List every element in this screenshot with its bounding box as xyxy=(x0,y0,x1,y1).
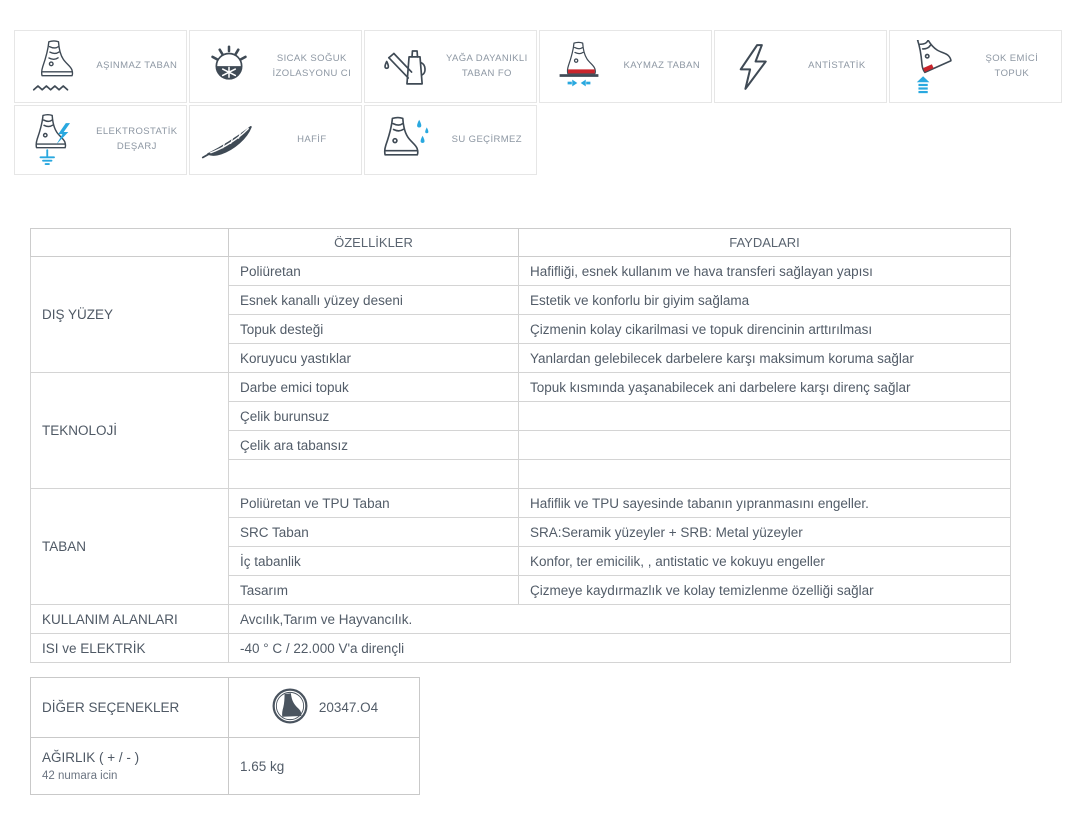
feature-oil-resistant-sole xyxy=(364,30,537,103)
waterproof-boot-icon xyxy=(365,113,444,167)
weight-label: AĞIRLIK ( + / - ) xyxy=(42,750,140,766)
benefit-cell xyxy=(519,402,1011,431)
feature-cell: Tasarım xyxy=(229,576,519,605)
benefit-cell: Topuk kısmında yaşanabilecek ani darbelere karşı direnç sağlar xyxy=(519,373,1011,402)
category-cell-taban: TABAN xyxy=(31,489,229,605)
spec-table-extra xyxy=(30,677,420,795)
shock-absorbing-heel-boot-icon xyxy=(890,40,969,94)
feature-label: ANTİSTATİK xyxy=(808,60,866,72)
feature-cell: Çelik ara tabansız xyxy=(229,431,519,460)
feature-label: SU GEÇİRMEZ xyxy=(451,133,523,145)
feature-shock-absorbing-heel xyxy=(889,30,1062,103)
table-row xyxy=(31,678,420,738)
table-row xyxy=(31,257,1011,286)
category-cell-kullanim-alanlari: KULLANIM ALANLARI xyxy=(31,605,229,634)
header-faydalari: FAYDALARI xyxy=(519,229,1011,257)
table-header-row xyxy=(31,229,1011,257)
feature-label: AŞINMAZ TABAN xyxy=(96,60,178,72)
feature-cell: Esnek kanallı yüzey deseni xyxy=(229,286,519,315)
electrostatic-discharge-boot-icon xyxy=(15,113,94,167)
feature-cell: İç tabanlik xyxy=(229,547,519,576)
benefit-cell: Estetik ve konforlu bir giyim sağlama xyxy=(519,286,1011,315)
feature-anti-slip-sole xyxy=(539,30,712,103)
feature-antistatic xyxy=(714,30,887,103)
feature-cell: Poliüretan ve TPU Taban xyxy=(229,489,519,518)
feature-cell: Poliüretan xyxy=(229,257,519,286)
feature-label: SICAK SOĞUK İZOLASYONU CI xyxy=(272,52,352,79)
feature-label: HAFİF xyxy=(297,133,327,145)
header-ozellikler: ÖZELLİKLER xyxy=(229,229,519,257)
feature-label: ŞOK EMİCİ TOPUK xyxy=(985,52,1039,79)
benefit-cell: Konfor, ter emicilik, , antistatic ve kokuyu engeller xyxy=(519,547,1011,576)
feature-abrasion-resistant-sole xyxy=(14,30,187,103)
category-cell-diger-secenekler: DİĞER SEÇENEKLER xyxy=(31,678,229,738)
feature-hot-cold-insulation xyxy=(189,30,362,103)
feature-cell: Darbe emici topuk xyxy=(229,373,519,402)
benefit-cell: Yanlardan gelebilecek darbelere karşı maksimum koruma sağlar xyxy=(519,344,1011,373)
feature-cell xyxy=(229,460,519,489)
anti-slip-sole-boot-icon xyxy=(540,40,619,94)
benefit-cell: Hafiflik ve TPU sayesinde tabanın yıpranmasını engeller. xyxy=(519,489,1011,518)
feature-electrostatic-discharge xyxy=(14,105,187,175)
category-cell-isi-ve-elektrik: ISI ve ELEKTRİK xyxy=(31,634,229,663)
value-cell: -40 ° C / 22.000 V'a dirençli xyxy=(229,634,1011,663)
abrasion-resistant-sole-boot-icon xyxy=(15,40,94,94)
benefit-cell: Hafifliği, esnek kullanım ve hava transferi sağlayan yapısı xyxy=(519,257,1011,286)
category-cell-dis-yuzey: DIŞ YÜZEY xyxy=(31,257,229,373)
table-row xyxy=(31,605,1011,634)
spec-table xyxy=(30,228,1011,663)
category-cell-teknoloji: TEKNOLOJİ xyxy=(31,373,229,489)
standard-text: 20347.O4 xyxy=(318,700,379,715)
benefit-cell: Çizmenin kolay cikarilmasi ve topuk direncinin arttırılması xyxy=(519,315,1011,344)
weight-value-cell: 1.65 kg xyxy=(229,738,420,795)
category-cell-agirlik xyxy=(31,738,229,795)
oil-resistant-sole-can-icon xyxy=(365,40,444,94)
feature-lightweight xyxy=(189,105,362,175)
feather-icon xyxy=(190,118,269,162)
standard-o4-boot-circle-icon xyxy=(270,686,310,729)
feature-label: ELEKTROSTATİK DEŞARJ xyxy=(96,126,178,152)
table-row xyxy=(31,489,1011,518)
feature-cell: Koruyucu yastıklar xyxy=(229,344,519,373)
feature-label: YAĞA DAYANIKLI TABAN FO xyxy=(446,52,528,79)
benefit-cell xyxy=(519,431,1011,460)
hot-cold-insulation-icon xyxy=(190,40,269,94)
standard-cell xyxy=(229,678,420,738)
benefit-cell: SRA:Seramik yüzeyler + SRB: Metal yüzeyler xyxy=(519,518,1011,547)
benefit-cell: Çizmeye kaydırmazlık ve kolay temizlenme özelliği sağlar xyxy=(519,576,1011,605)
table-row xyxy=(31,738,420,795)
table-row xyxy=(31,634,1011,663)
weight-sublabel: 42 numara icin xyxy=(42,769,118,782)
feature-cell: SRC Taban xyxy=(229,518,519,547)
feature-label: KAYMAZ TABAN xyxy=(623,60,701,72)
feature-cell: Çelik burunsuz xyxy=(229,402,519,431)
header-empty xyxy=(31,229,229,257)
antistatic-lightning-icon xyxy=(715,40,794,94)
benefit-cell xyxy=(519,460,1011,489)
feature-cell: Topuk desteği xyxy=(229,315,519,344)
table-row xyxy=(31,373,1011,402)
feature-waterproof xyxy=(364,105,537,175)
feature-icons-grid xyxy=(14,30,1062,175)
value-cell: Avcılık,Tarım ve Hayvancılık. xyxy=(229,605,1011,634)
